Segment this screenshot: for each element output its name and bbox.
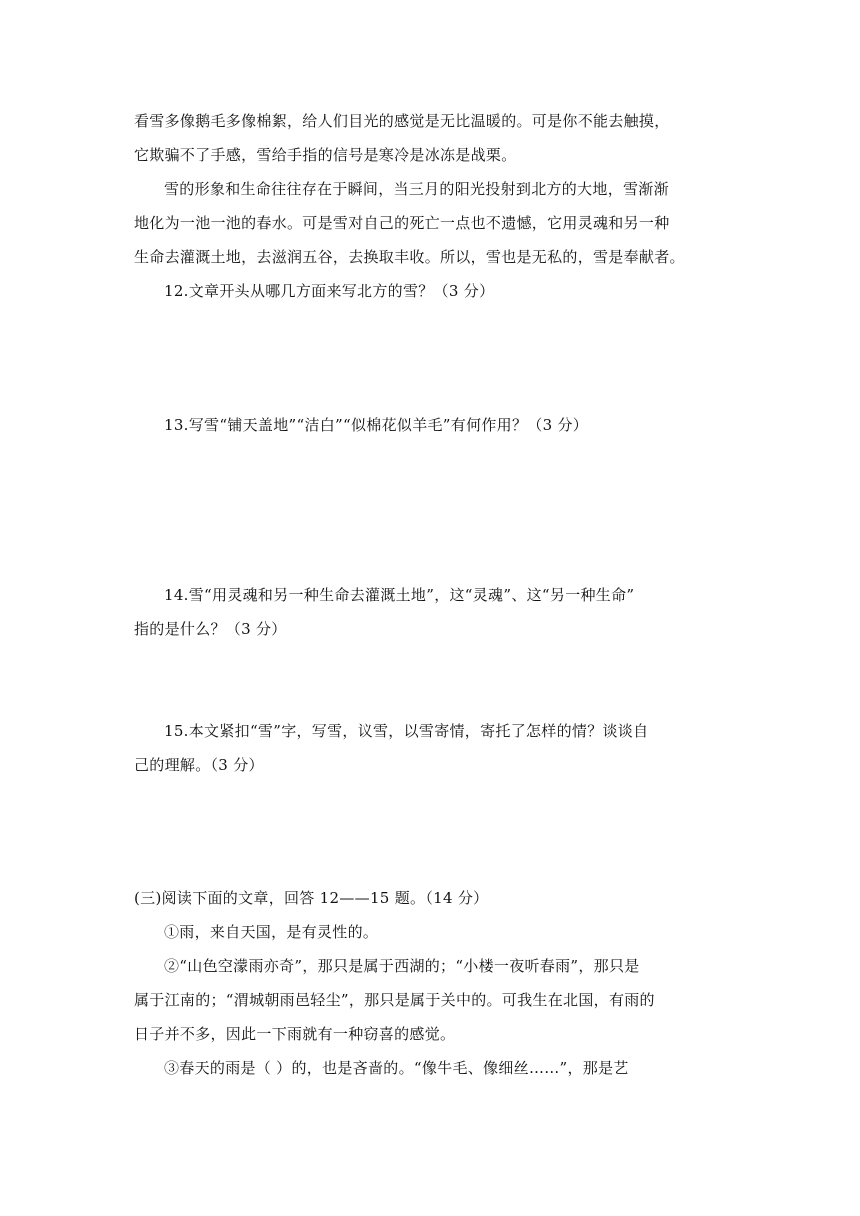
passage-line-5: 生命去灌溉土地，去滋润五谷，去换取丰收。所以，雪也是无私的，雪是奉献者。	[134, 248, 685, 266]
question-15-line-1: 15.本文紧扣“雪”字，写雪，议雪，以雪寄情，寄托了怎样的情？谈谈自	[164, 722, 649, 740]
passage-line-4: 地化为一池一池的春水。可是雪对自己的死亡一点也不遗憾，它用灵魂和另一种	[134, 214, 670, 232]
section-three-line-2: ②“山色空濛雨亦奇”，那只是属于西湖的；“小楼一夜听春雨”，那只是	[164, 957, 640, 975]
section-three-heading: (三)阅读下面的文章，回答 12——15 题。（14 分）	[134, 889, 489, 907]
question-13: 13.写雪“铺天盖地”“洁白”“似棉花似羊毛”有何作用？（3 分）	[164, 416, 589, 434]
passage-line-3: 雪的形象和生命往往存在于瞬间，当三月的阳光投射到北方的大地，雪渐渐	[164, 180, 669, 198]
question-14-line-2: 指的是什么？（3 分）	[134, 620, 287, 638]
question-15-line-2: 己的理解。（3 分）	[134, 756, 264, 774]
question-12: 12.文章开头从哪几方面来写北方的雪？（3 分）	[164, 282, 495, 300]
question-14-line-1: 14.雪“用灵魂和另一种生命去灌溉土地”，这“灵魂”、这“另一种生命”	[164, 586, 635, 604]
section-three-line-1: ①雨，来自天国，是有灵性的。	[164, 923, 379, 941]
section-three-line-4: 日子并不多，因此一下雨就有一种窃喜的感觉。	[134, 1025, 456, 1043]
section-three-line-5: ③春天的雨是（ ）的，也是吝啬的。“像牛毛、像细丝……”，那是艺	[164, 1059, 629, 1077]
passage-line-1: 看雪多像鹅毛多像棉絮，给人们目光的感觉是无比温暖的。可是你不能去触摸，	[134, 112, 670, 130]
passage-line-2: 它欺骗不了手感，雪给手指的信号是寒冷是冰冻是战栗。	[134, 146, 517, 164]
section-three-line-3: 属于江南的；“渭城朝雨邑轻尘”，那只是属于关中的。可我生在北国，有雨的	[134, 991, 655, 1009]
